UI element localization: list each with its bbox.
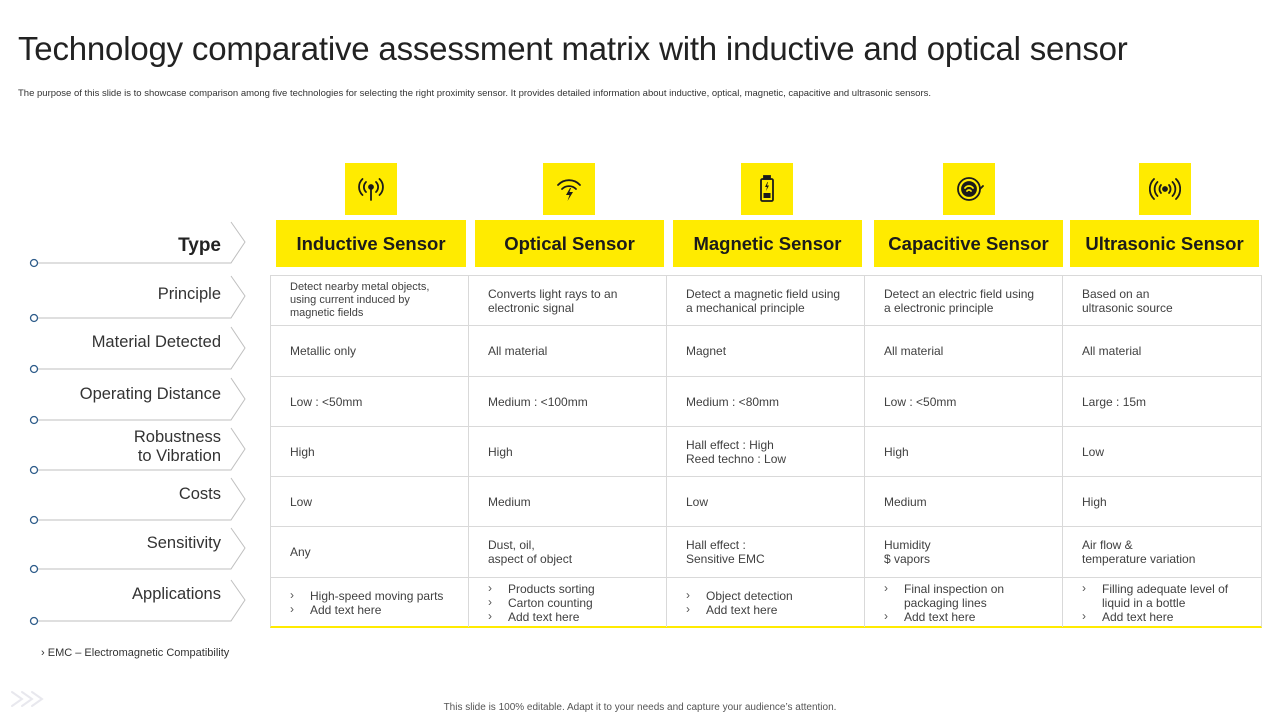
cell-line: Dust, oil, — [488, 538, 535, 552]
cell-costs-ultrasonic-sensor — [1063, 477, 1261, 527]
cell-line: Humidity — [884, 538, 931, 552]
cell-robustness-ultrasonic-sensor — [1063, 427, 1261, 477]
cell-material-capacitive-sensor — [865, 326, 1063, 377]
brand-logo-icon — [8, 684, 46, 714]
applications-list — [488, 582, 595, 624]
cell-text: Low : <50mm — [884, 394, 957, 409]
cell-text — [686, 438, 786, 466]
cell-text: All material — [1082, 344, 1142, 358]
footer-note: This slide is 100% editable. Adapt it to your needs and capture your audience’s attention. — [443, 702, 837, 713]
cell-text: Medium : <80mm — [686, 394, 780, 409]
cell-costs-inductive-sensor — [271, 477, 469, 527]
cell-distance-inductive-sensor — [271, 377, 469, 427]
page-subtitle: The purpose of this slide is to showcase comparison among five technologies for selecting the right proximity sensor. It provides detailed information about inductive, optical, magnetic, capacitive and ultrasonic sensors. — [18, 88, 932, 99]
cell-text: Magnet — [686, 344, 727, 358]
cell-text: Low : <50mm — [290, 394, 363, 409]
header-inductive-sensor: Inductive Sensor — [276, 220, 466, 267]
header-optical-sensor: Optical Sensor — [475, 220, 664, 267]
header-magnetic-sensor: Magnetic Sensor — [673, 220, 862, 267]
cell-principle-inductive-sensor — [271, 276, 469, 326]
cell-line: a electronic principle — [884, 300, 994, 315]
cell-costs-magnetic-sensor — [667, 477, 865, 527]
cell-text: All material — [488, 344, 548, 358]
row-label-operating-distance: Operating Distance — [79, 384, 221, 403]
cell-text: Low — [290, 494, 313, 509]
antenna-icon — [345, 163, 397, 215]
cell-material-magnetic-sensor — [667, 326, 865, 377]
row-label-material-detected: Material Detected — [91, 332, 221, 351]
cell-applications-capacitive-sensor — [865, 578, 1063, 627]
cell-text — [488, 287, 617, 315]
footnote: › EMC – Electromagnetic Compatibility — [41, 647, 230, 659]
row-label-type: Type — [178, 234, 221, 256]
cell-principle-optical-sensor — [469, 276, 667, 326]
sound-waves-icon — [1139, 163, 1191, 215]
footnote-text: EMC – Electromagnetic Compatibility — [47, 647, 230, 659]
comparison-table — [270, 275, 1262, 628]
cell-line: High — [290, 444, 315, 459]
row-label-principle: Principle — [157, 284, 221, 303]
cell-text — [884, 287, 1034, 315]
cell-text — [488, 538, 572, 566]
cell-sensitivity-optical-sensor — [469, 527, 667, 578]
cell-text — [290, 281, 429, 320]
row-label-applications: Applications — [132, 584, 221, 603]
row-label-robustness-line1: Robustness — [133, 428, 221, 446]
cell-distance-capacitive-sensor — [865, 377, 1063, 427]
list-item: › Add text here — [884, 610, 1054, 624]
cell-text: Medium — [488, 494, 531, 509]
cell-distance-magnetic-sensor — [667, 377, 865, 427]
cell-line: temperature variation — [1082, 552, 1196, 566]
applications-list — [1082, 582, 1253, 624]
cell-sensitivity-capacitive-sensor — [865, 527, 1063, 578]
cell-line: a mechanical principle — [686, 300, 805, 315]
list-item: › Add text here — [488, 610, 595, 624]
cell-text — [884, 445, 909, 459]
cell-line: High — [488, 444, 513, 459]
light-signal-icon — [543, 163, 595, 215]
cell-principle-capacitive-sensor — [865, 276, 1063, 326]
cell-text — [1082, 445, 1104, 459]
list-item: › Add text here — [290, 603, 443, 617]
cell-line: High — [884, 444, 909, 459]
row-label-costs: Costs — [178, 484, 221, 503]
cell-robustness-magnetic-sensor — [667, 427, 865, 477]
row-label-sensitivity: Sensitivity — [146, 533, 221, 552]
list-item: › Add text here — [1082, 610, 1253, 624]
cell-text: Metallic only — [290, 344, 357, 358]
cell-text — [290, 545, 311, 559]
cell-text: Medium — [884, 494, 927, 509]
cell-line: Any — [290, 545, 311, 559]
cell-sensitivity-magnetic-sensor — [667, 527, 865, 578]
header-capacitive-sensor: Capacitive Sensor — [874, 220, 1063, 267]
cell-costs-optical-sensor — [469, 477, 667, 527]
cell-text — [1082, 287, 1173, 315]
cell-applications-inductive-sensor — [271, 578, 469, 627]
cell-text — [884, 538, 931, 566]
cell-text — [290, 445, 315, 459]
cell-line: Low — [1082, 444, 1105, 459]
cell-text: High — [1082, 494, 1107, 509]
cell-line: aspect of object — [488, 552, 573, 566]
page-title: Technology comparative assessment matrix with inductive and optical sensor — [18, 30, 1128, 67]
sensor-target-icon — [943, 163, 995, 215]
cell-text: Low — [686, 494, 709, 509]
cell-line: Air flow & — [1082, 538, 1133, 552]
cell-distance-ultrasonic-sensor — [1063, 377, 1261, 427]
cell-line: Detect a magnetic field using — [686, 286, 841, 301]
cell-line: $ vapors — [884, 552, 931, 566]
cell-principle-magnetic-sensor — [667, 276, 865, 326]
row-label-robustness — [30, 426, 243, 466]
row-label-robustness-line2: to Vibration — [137, 447, 221, 465]
list-item: › Final inspection on packaging lines — [884, 582, 1054, 610]
cell-robustness-capacitive-sensor — [865, 427, 1063, 477]
cell-text — [686, 287, 840, 315]
cell-principle-ultrasonic-sensor — [1063, 276, 1261, 326]
header-ultrasonic-sensor: Ultrasonic Sensor — [1070, 220, 1259, 267]
cell-line: Based on an — [1082, 286, 1150, 301]
list-item: › High-speed moving parts — [290, 589, 443, 603]
applications-list — [686, 589, 793, 617]
list-item: › Object detection — [686, 589, 793, 603]
applications-list — [884, 582, 1054, 624]
cell-costs-capacitive-sensor — [865, 477, 1063, 527]
battery-icon — [741, 163, 793, 215]
cell-line: Detect an electric field using — [884, 286, 1035, 301]
cell-line: Detect nearby metal objects, — [290, 281, 430, 293]
cell-robustness-inductive-sensor — [271, 427, 469, 477]
applications-list — [290, 589, 443, 617]
cell-text: Large : 15m — [1082, 394, 1147, 409]
cell-line: Hall effect : High — [686, 437, 774, 452]
cell-text: All material — [884, 344, 944, 358]
list-item: › Carton counting — [488, 596, 595, 610]
list-item: › Products sorting — [488, 582, 595, 596]
cell-robustness-optical-sensor — [469, 427, 667, 477]
cell-material-inductive-sensor — [271, 326, 469, 377]
cell-text — [686, 538, 765, 566]
list-item: › Add text here — [686, 603, 793, 617]
cell-line: Hall effect : — [686, 538, 746, 552]
cell-line: Sensitive EMC — [686, 552, 765, 566]
cell-line: using current induced by — [290, 294, 410, 306]
cell-applications-ultrasonic-sensor — [1063, 578, 1261, 627]
cell-text — [488, 445, 513, 459]
cell-line: Reed techno : Low — [686, 451, 787, 466]
cell-sensitivity-inductive-sensor — [271, 527, 469, 578]
cell-applications-magnetic-sensor — [667, 578, 865, 627]
cell-distance-optical-sensor — [469, 377, 667, 427]
list-item: › Filling adequate level of liquid in a bottle — [1082, 582, 1253, 610]
cell-line: Converts light rays to an — [488, 286, 618, 301]
cell-line: magnetic fields — [290, 307, 364, 319]
cell-material-optical-sensor — [469, 326, 667, 377]
cell-line: electronic signal — [488, 300, 575, 315]
cell-text — [1082, 538, 1195, 566]
cell-text: Medium : <100mm — [488, 394, 588, 409]
cell-line: ultrasonic source — [1082, 300, 1173, 315]
cell-material-ultrasonic-sensor — [1063, 326, 1261, 377]
cell-applications-optical-sensor — [469, 578, 667, 627]
cell-sensitivity-ultrasonic-sensor — [1063, 527, 1261, 578]
